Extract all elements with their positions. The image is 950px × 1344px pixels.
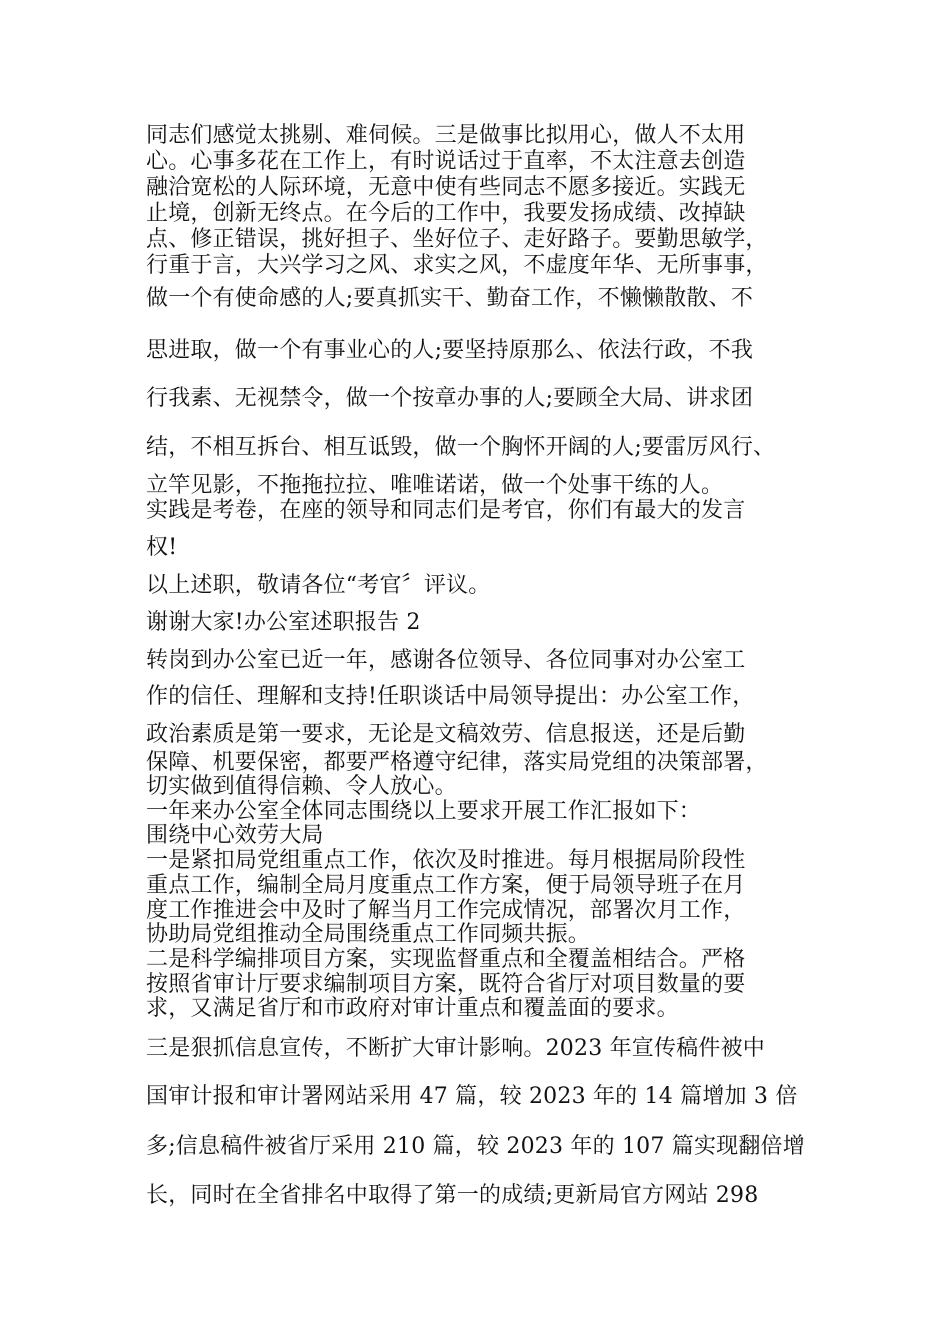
text-line: 权! <box>146 535 178 560</box>
text-line: 结，不相互拆台、相互诋毁，做一个胸怀开阔的人;要雷厉风行、 <box>146 435 776 460</box>
text-line: 长，同时在全省排名中取得了第一的成绩;更新局官方网站 298 <box>146 1183 759 1208</box>
text-line: 求，又满足省厅和市政府对审计重点和覆盖面的要求。 <box>146 996 679 1021</box>
text-line: 实践是考卷，在座的领导和同志们是考官，你们有最大的发言 <box>146 498 746 523</box>
text-line: 政治素质是第一要求，无论是文稿效劳、信息报送，还是后勤 <box>146 722 746 747</box>
text-line: 多;信息稿件被省厅采用 210 篇，较 2023 年的 107 篇实现翻倍增 <box>146 1134 805 1159</box>
text-line: 切实做到值得信赖、令人放心。 <box>146 774 457 799</box>
text-line: 转岗到办公室已近一年，感谢各位领导、各位同事对办公室工 <box>146 648 746 673</box>
text-line: 保障、机要保密，都要严格遵守纪律，落实局党组的决策部署， <box>146 750 768 775</box>
text-line: 心。心事多花在工作上，有时说话过于直率，不太注意去创造 <box>146 149 746 174</box>
text-line: 止境，创新无终点。在今后的工作中，我要发扬成绩、改掉缺 <box>146 201 746 226</box>
text-line: 作的信任、理解和支持!任职谈话中局领导提出：办公室工作， <box>146 684 755 709</box>
text-line: 融洽宽松的人际环境，无意中使有些同志不愿多接近。实践无 <box>146 175 746 200</box>
text-line: 重点工作，编制全局月度重点工作方案，便于局领导班子在月 <box>146 873 746 898</box>
text-line: 行我素、无视禁令，做一个按章办事的人;要顾全大局、讲求团 <box>146 386 754 411</box>
text-line: 二是科学编排项目方案，实现监督重点和全覆盖相结合。严格 <box>146 947 746 972</box>
text-line: 点、修正错误，挑好担子、坐好位子、走好路子。要勤思敏学， <box>146 227 768 252</box>
text-line: 谢谢大家!办公室述职报告 2 <box>146 610 421 635</box>
text-line: 一年来办公室全体同志围绕以上要求开展工作汇报如下： <box>146 799 702 824</box>
text-line: 思进取，做一个有事业心的人;要坚持原那么、依法行政，不我 <box>146 338 754 363</box>
text-line: 行重于言，大兴学习之风、求实之风，不虚度年华、无所事事， <box>146 253 768 278</box>
text-line: 同志们感觉太挑剔、难伺候。三是做事比拟用心，做人不太用 <box>146 123 746 148</box>
text-line: 以上述职，敬请各位“考官〞评议。 <box>146 573 491 598</box>
text-line: 协助局党组推动全局围绕重点工作同频共振。 <box>146 922 591 947</box>
text-line: 按照省审计厅要求编制项目方案，既符合省厅对项目数量的要 <box>146 972 746 997</box>
text-line: 做一个有使命感的人;要真抓实干、勤奋工作，不懒懒散散、不 <box>146 286 754 311</box>
text-line: 度工作推进会中及时了解当月工作完成情况，部署次月工作， <box>146 898 746 923</box>
text-line: 国审计报和审计署网站采用 47 篇，较 2023 年的 14 篇增加 3 倍 <box>146 1084 798 1109</box>
text-line: 立竿见影，不拖拖拉拉、唯唯诺诺，做一个处事干练的人。 <box>146 473 724 498</box>
text-line: 围绕中心效劳大局 <box>146 823 324 848</box>
text-line: 三是狠抓信息宣传，不断扩大审计影响。2023 年宣传稿件被中 <box>146 1036 765 1061</box>
text-line: 一是紧扣局党组重点工作，依次及时推进。每月根据局阶段性 <box>146 848 746 873</box>
